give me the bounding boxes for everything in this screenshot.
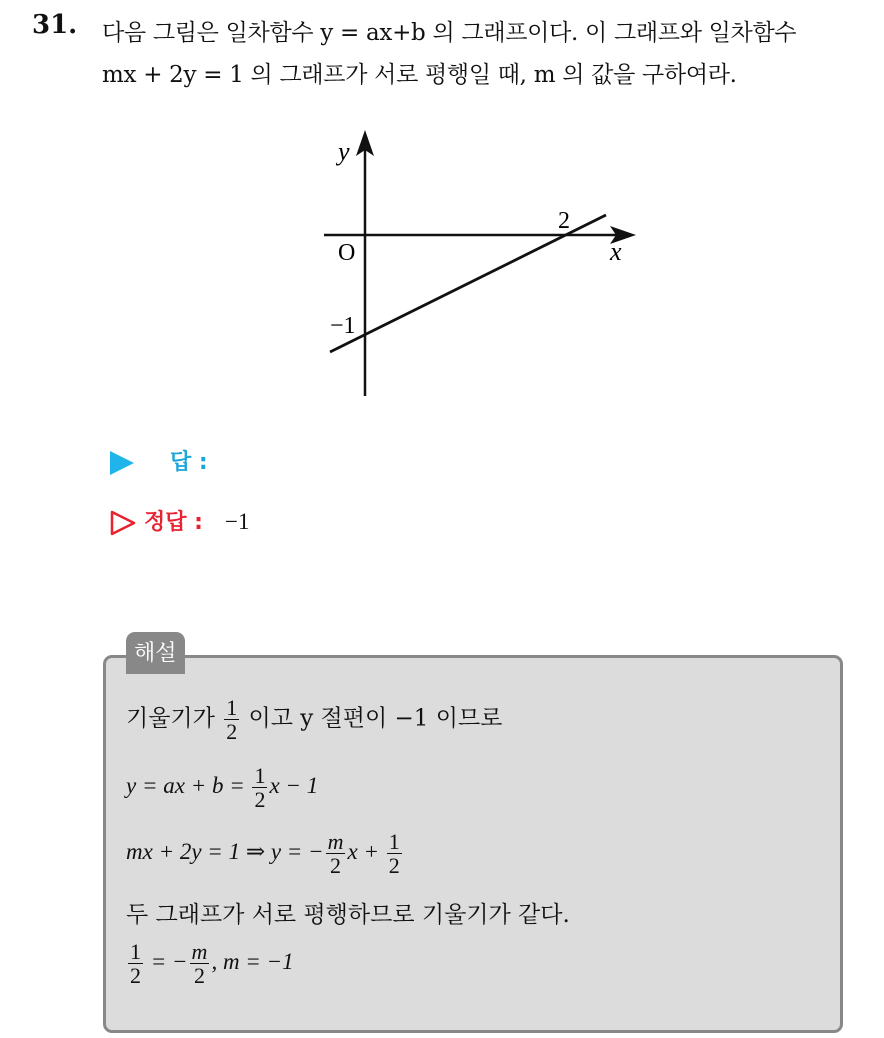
solution-text: 기울기가 xyxy=(126,705,215,732)
correct-answer-value: −1 xyxy=(224,509,250,534)
solution-box xyxy=(103,655,843,1033)
problem-number: 31. xyxy=(32,10,78,40)
solution-text: 이고 y 절편이 −1 이므로 xyxy=(248,705,503,732)
solution-line2: y = ax + b = $\frac{1}{2}$ x − 1 xyxy=(126,763,319,813)
play-triangle-icon xyxy=(110,451,134,475)
fraction: $\frac{m}{2}$ xyxy=(327,829,344,879)
solution-line4: 두 그래프가 서로 평행하므로 기울기가 같다. xyxy=(126,902,570,928)
fraction: $\frac{1}{2}$ xyxy=(254,763,266,813)
solution-line3: mx + 2y = 1 ⇒ y = − $\frac{m}{2}$ x + $\frac{1}{2}$ xyxy=(126,829,400,879)
solution-tab: 해설 xyxy=(126,632,185,674)
function-graph xyxy=(310,120,650,410)
y-axis-label: y xyxy=(338,137,350,166)
fraction: $\frac{1}{2}$ xyxy=(130,939,141,989)
fraction: $\frac{m}{2}$ xyxy=(191,939,208,989)
correct-answer-label: 정답 : xyxy=(144,510,203,535)
fraction: $\frac{1}{2}$ xyxy=(226,695,238,745)
problem-text-line1: 다음 그림은 일차함수 y = ax+b 의 그래프이다. 이 그래프와 일차함수 xyxy=(102,20,797,46)
correct-answer-row xyxy=(110,505,249,536)
answer-row xyxy=(110,445,208,476)
problem-text-line2: mx + 2y = 1 의 그래프가 서로 평행일 때, m 의 값을 구하여라. xyxy=(102,62,737,88)
outline-triangle-icon xyxy=(110,510,136,536)
answer-label: 답 : xyxy=(170,450,208,475)
y-intercept-label: −1 xyxy=(330,313,356,339)
fraction: $\frac{1}{2}$ xyxy=(388,829,400,879)
x-intercept-label: 2 xyxy=(558,208,570,234)
origin-label: O xyxy=(338,240,356,266)
x-axis-label: x xyxy=(610,237,622,266)
solution-line5: $\frac{1}{2}$ = − $\frac{m}{2}$ , m = −1 xyxy=(130,939,294,989)
solution-line1 xyxy=(126,696,502,743)
